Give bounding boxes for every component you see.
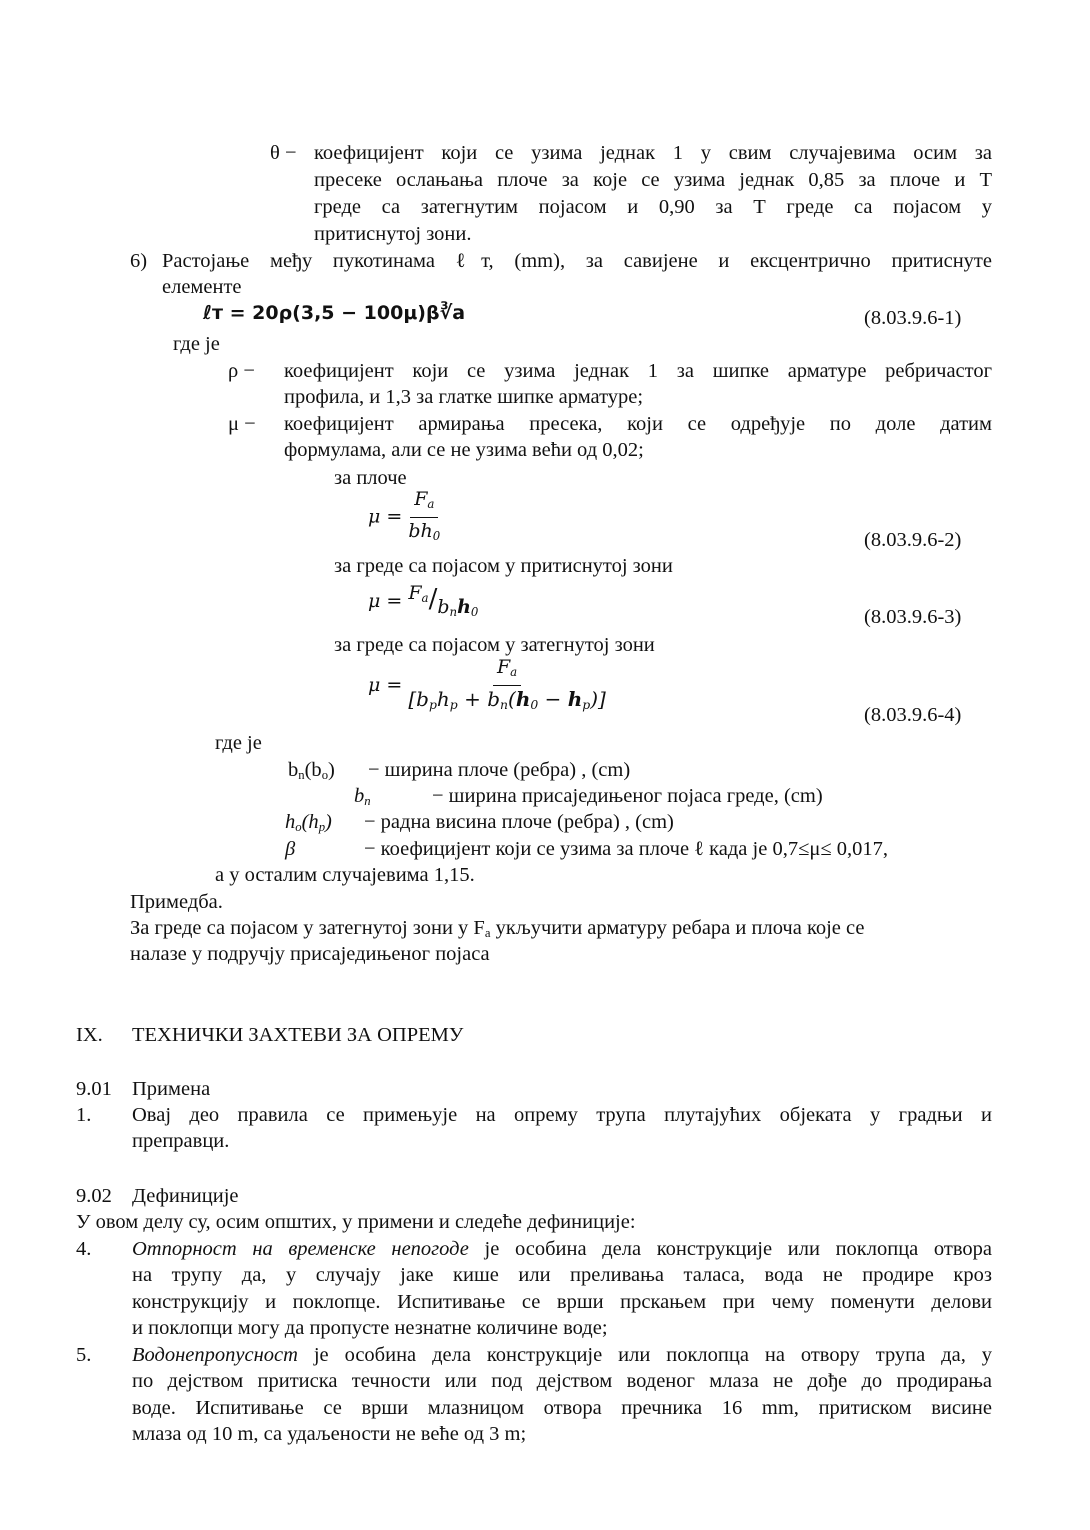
item-1-line-2: преправци.: [132, 1130, 230, 1152]
section-title: ТЕХНИЧКИ ЗАХТЕВИ ЗА ОПРЕМУ: [132, 1024, 464, 1046]
den2-sub: 0: [470, 605, 479, 619]
item-6-number: 6): [130, 250, 148, 272]
def-bn: − ширина присаједињеног појаса греде, (cm): [432, 785, 823, 807]
numerator-sub: a: [427, 497, 435, 511]
numerator-sub: a: [510, 665, 518, 679]
mu-line-2: формулама, али се не узима већи од 0,02;: [284, 439, 644, 461]
mu-line-1: коефицијент армирања пресека, који се одређује по доле датим: [284, 413, 992, 435]
denominator: bh: [408, 520, 433, 542]
definition-4-line-2: на трупу да, у случају јаке кише или преливања таласа, вода не продире кроз: [132, 1264, 992, 1286]
den2: h: [457, 596, 471, 618]
definition-4-number: 4.: [76, 1238, 92, 1260]
symbol-ho-hp: $h_o(h_p)$: [285, 811, 332, 834]
eq-number-1: (8.03.9.6-1): [864, 307, 962, 329]
symbol-bn: $b_n$: [354, 785, 371, 808]
fraction: [408, 655, 605, 717]
eq-number-4: (8.03.9.6-4): [864, 704, 962, 726]
eq-number-2: (8.03.9.6-2): [864, 529, 962, 551]
numerator: F: [408, 582, 422, 604]
label-compressed-zone: за греде са појасом у притиснутој зони: [334, 555, 673, 577]
formula-crack-spacing: ℓт = 20ρ(3,5 − 100μ)β∛a: [203, 302, 466, 324]
numerator: F: [414, 488, 428, 510]
numerator: F: [496, 656, 511, 678]
definition-4-line-3: конструкцију и поклопце. Испитивање се врши прскањем при чему поменути делови: [132, 1291, 992, 1313]
symbol-beta: β: [285, 838, 296, 860]
label-tension-zone: за греде са појасом у затегнутој зони: [334, 634, 655, 656]
symbol-bn-bo: $b_n(b_o)$: [288, 759, 335, 782]
definition-term: Водонепропусност: [132, 1344, 298, 1366]
item-1-line-1: Овај део правила се примењује на опрему трупа плутајућих објеката у градњи и: [132, 1104, 992, 1126]
fraction: [408, 487, 440, 548]
definition-5-number: 5.: [76, 1344, 92, 1366]
theta-line-4: притиснутој зони.: [314, 223, 472, 245]
where-label-2: где је: [215, 732, 262, 754]
item-6-line-2: елементе: [162, 276, 242, 298]
definition-5-line-2: по дејством притиска течности или под дејством воденог млаза не дође до продирања: [132, 1370, 992, 1392]
def-ho-hp: − радна висина плоче (ребра) , (cm): [364, 811, 674, 833]
def-bn-bo: − ширина плоче (ребра) , (cm): [368, 759, 631, 781]
subsection-title: Дефиниције: [132, 1185, 239, 1207]
definitions-intro: У овом делу су, осим општих, у примени и следеће дефиниције:: [76, 1211, 636, 1233]
formula-mu-tension: [368, 655, 606, 717]
numerator-sub: a: [421, 591, 429, 605]
eq-number-3: (8.03.9.6-3): [864, 606, 962, 628]
definition-5-line-3: воде. Испитивање се врши млазницом отвора пречника 16 mm, притиском висине: [132, 1397, 992, 1419]
definition-4-line-4: и поклопци могу да пропусте незнатне количине воде;: [132, 1317, 608, 1339]
definition-term: Отпорност на временске непогоде: [132, 1238, 469, 1260]
denominator: $[b_ph_p + b_n(h_0 - h_p)]$: [408, 687, 606, 712]
definition-5-line-4: млаза од 10 m, са удаљености не веће од 3 m;: [132, 1423, 527, 1445]
subsection-number: 9.02: [76, 1185, 112, 1207]
rho-symbol: ρ −: [228, 360, 255, 382]
slash: /: [428, 584, 438, 614]
formula-mu-slabs: [368, 487, 440, 548]
note-line-1: За греде са појасом у затегнутој зони у $F_a$ укључити арматуру ребара и плоча које се: [130, 917, 865, 940]
def-beta: − коефицијент који се узима за плоче ℓ када је 0,7≤μ≤ 0,017,: [364, 838, 888, 860]
note-title: Примедба.: [130, 891, 223, 913]
rho-line-2: профила, и 1,3 за глатке шипке арматуре;: [284, 386, 644, 408]
formula-mu-compressed: [368, 580, 478, 625]
denominator: b: [437, 596, 450, 618]
denominator-sub: 0: [432, 529, 441, 543]
otherwise-text: а у осталим случајевима 1,15.: [215, 864, 475, 886]
item-1-number: 1.: [76, 1104, 92, 1126]
formula-lhs: μ =: [368, 674, 403, 696]
formula-lhs: μ =: [368, 505, 403, 528]
theta-symbol: θ −: [270, 142, 297, 164]
item-6-line-1: Растојање међу пукотинама ℓт, (mm), за савијене и ексцентрично притиснуте: [162, 250, 992, 272]
definition-4-line-1: Отпорност на временске непогоде је особина дела конструкције или поклопца отвора: [132, 1238, 992, 1260]
den-sub: n: [449, 605, 458, 619]
where-label: где је: [173, 333, 220, 355]
note-line-2: налазе у подручју присаједињеног појаса: [130, 943, 490, 965]
theta-line-3: греде са затегнутим појасом и 0,90 за Т греде са појасом у: [314, 196, 992, 218]
mu-symbol: μ −: [228, 413, 256, 435]
section-number: IX.: [76, 1024, 103, 1046]
formula-lhs: μ =: [368, 590, 403, 612]
subsection-title: Примена: [132, 1078, 211, 1100]
definition-5-line-1: Водонепропусност је особина дела конструкције или поклопца на отвору трупа да, у: [132, 1344, 992, 1366]
rho-line-1: коефицијент који се узима једнак 1 за шипке арматуре ребричастог: [284, 360, 992, 382]
label-slabs: за плоче: [334, 467, 407, 489]
theta-line-1: коефицијент који се узима једнак 1 у свим случајевима осим за: [314, 142, 992, 164]
theta-line-2: пресеке ослањања плоче за које се узима једнак 0,85 за плоче и Т: [314, 169, 992, 191]
subsection-number: 9.01: [76, 1078, 112, 1100]
